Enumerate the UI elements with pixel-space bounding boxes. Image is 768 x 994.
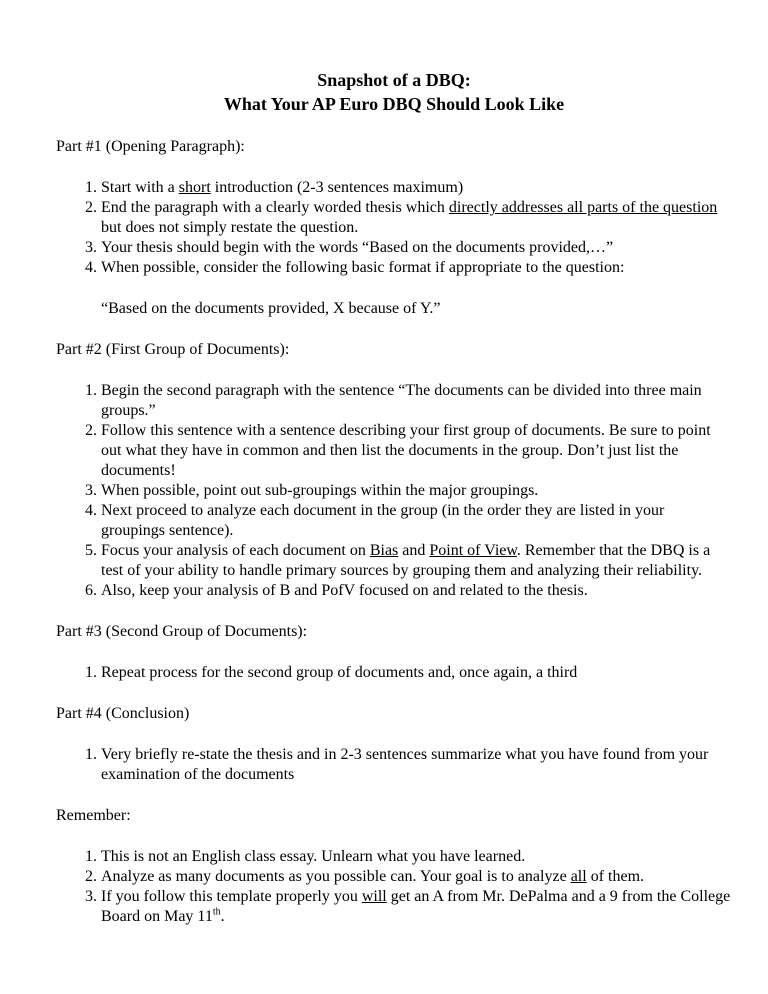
part1-list [56,178,732,278]
part1-heading: Part #1 (Opening Paragraph): [56,138,245,155]
list-item: 1. Very briefly re-state the thesis and in 2-3 sentences summarize what you have found from your examination of the documents [101,745,732,785]
thesis-format-quote: “Based on the documents provided, X because of Y.” [101,300,441,317]
title-line-2: What Your AP Euro DBQ Should Look Like [223,94,565,114]
list-item: 1. This is not an English class essay. Unlearn what you have learned. [101,847,732,867]
list-item: 1. Repeat process for the second group of documents and, once again, a third [101,663,732,683]
remember-heading: Remember: [56,807,131,824]
text: Analyze as many documents as you possible can. Your goal is to analyze [101,868,571,885]
part3-list [56,663,732,683]
list-item [101,867,732,887]
list-item [101,178,732,198]
list-item: 6. Also, keep your analysis of B and PofV focused on and related to the thesis. [101,581,732,601]
underlined-text: Point of View [429,542,517,559]
list-item [101,541,732,581]
text: . Remember that the DBQ is a test of your ability to handle primary sources by grouping them and analyzing their reliability. [101,542,711,579]
list-item: 4. When possible, consider the following basic format if appropriate to the question: [101,258,732,278]
list-item [101,887,732,927]
part4-heading: Part #4 (Conclusion) [56,705,190,722]
text: get an A from Mr. DePalma and a 9 from the College Board on May 11 [101,888,731,925]
list-item: 3. Your thesis should begin with the words “Based on the documents provided,…” [101,238,732,258]
list-item: 3. When possible, point out sub-groupings within the major groupings. [101,481,732,501]
underlined-text: all [570,868,587,885]
text: Start with a [101,179,179,196]
text: End the paragraph with a clearly worded thesis which [101,199,449,216]
text: introduction (2-3 sentences maximum) [210,179,464,196]
list-item: 4. Next proceed to analyze each document in the group (in the order they are listed in your groupings sentence). [101,501,732,541]
remember-list [56,847,732,927]
underlined-text: short [178,179,211,196]
text: and [398,542,430,559]
text: of them. [586,868,645,885]
underlined-text: will [361,888,387,905]
underlined-text: directly addresses all parts of the question [448,199,718,216]
list-item [101,198,732,238]
document-title [56,68,732,116]
part2-heading: Part #2 (First Group of Documents): [56,341,290,358]
text: If you follow this template properly you [101,888,362,905]
text: . [220,908,225,925]
part4-list [56,745,732,785]
text: but does not simply restate the question. [101,219,359,236]
list-item: 1. Begin the second paragraph with the sentence “The documents can be divided into three main groups.” [101,381,732,421]
text: Focus your analysis of each document on [101,542,370,559]
part3-heading: Part #3 (Second Group of Documents): [56,623,308,640]
underlined-text: Bias [369,542,399,559]
list-item: 2. Follow this sentence with a sentence describing your first group of documents. Be sure to point out what they have in common and then list the documents in the group. Don’t just list the documents! [101,421,732,481]
title-line-1: Snapshot of a DBQ: [317,70,471,90]
superscript: th [212,906,221,918]
part2-list [56,381,732,601]
